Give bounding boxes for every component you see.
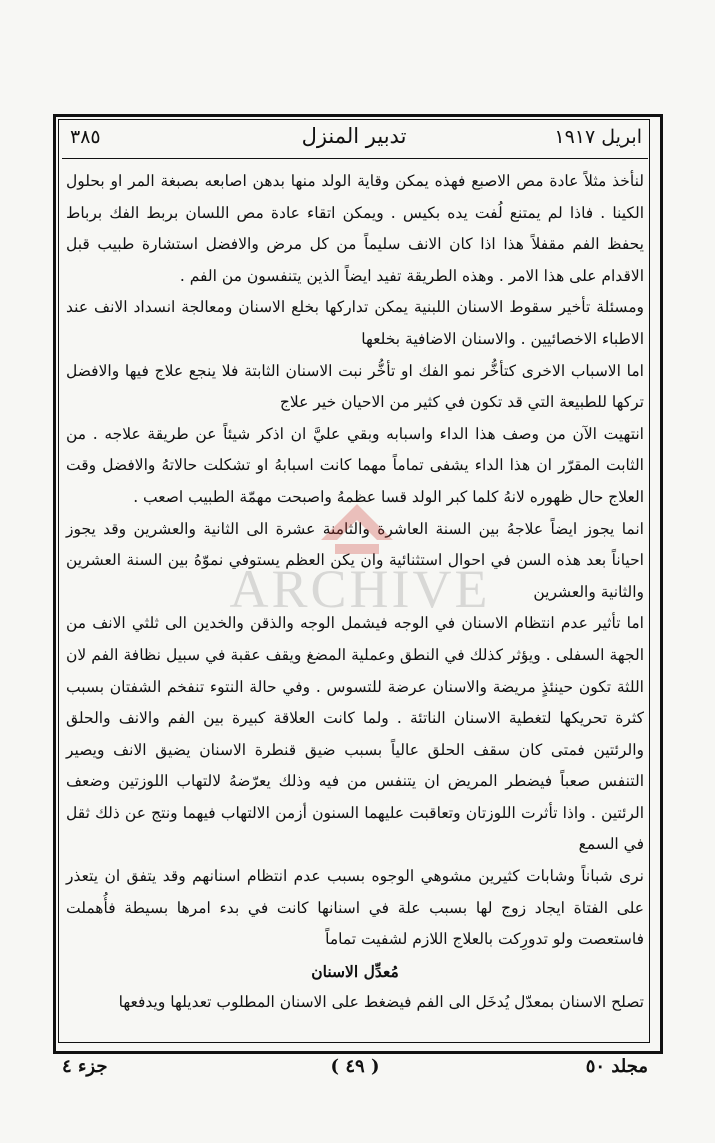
paragraph: ومسئلة تأخير سقوط الاسنان اللبنية يمكن تداركها بخلع الاسنان ومعالجة انسداد الانف عند الاطباء الاخصائيين . والاسنان الاضافية بخلعها [66, 298, 644, 348]
paragraph: لنأخذ مثلاً عادة مص الاصبع فهذه يمكن وقاية الولد منها بدهن اصابعه بصبغة المر او بحلول الكينا . فاذا لم يمتنع لُفت يده بكيس . ويمكن اتقاء عادة مص اللسان بربط الفك برباط يحفظ الفم مقفلاً هذا اذا كان الانف سليماً من كل مرض والافضل استشارة طبيب قبل الاقدام على هذا الامر . وهذه الطريقة تفيد ايضاً الذين يتنفسون من الفم . [66, 172, 644, 285]
header-rule [62, 158, 648, 159]
footer-issue-number: ( ٤٩ ) [330, 1056, 380, 1077]
paragraph: اما تأثير عدم انتظام الاسنان في الوجه فيشمل الوجه والذقن والخدين الى ثلثي الانف من الجهة السفلى . ويؤثر كذلك في النطق وعملية المضغ ويقف عقبة في سبيل نظافة الفم لان اللثة تكون حينئذٍ مريضة والاسنان عرضة للتسوس . وفي حالة النتوء تنفخم الشفتان بسبب كثرة تحريكها لتغطية الاسنان الناتئة . ولما كانت العلاقة كبيرة بين الفم والانف والحلق والرئتين فمتى كان سقف الحلق عالياً بسبب ضيق قنطرة الاسنان يضيق الانف ويصير التنفس صعباً فيضطر المريض ان يتنفس من فيه وذلك يعرّضهُ لالتهاب اللوزتين وضعف الرئتين . واذا تأثرت اللوزتان وتعاقبت عليهما السنون أزمن الالتهاب فيهما ونتج عن ذلك ثقل في السمع [66, 614, 644, 854]
watermark-text: ARCHIVE [229, 559, 491, 619]
running-header [66, 124, 642, 156]
footer-part: جزء ٤ [62, 1056, 108, 1077]
paragraph: انتهيت الآن من وصف هذا الداء واسبابه وبقي عليَّ ان اذكر شيئاً عن طريقة علاجه . من الثابت المقرّر ان هذا الداء يشفى تماماً مهما كانت اسبابهُ او تشكلت حالاتهُ والافضل وقت العلاج حال ظهوره لانهُ كلما كبر الولد قسا عظمهُ واصبحت مهمّة الطبيب اصعب . [66, 424, 644, 506]
paragraph: تصلح الاسنان بمعدّل يُدخَل الى الفم فيضغط على الاسنان المطلوب تعديلها ويدفعها [118, 993, 644, 1012]
section-heading: مُعدِّل الاسنان [311, 961, 399, 981]
paragraph: نرى شباناً وشابات كثيرين مشوهي الوجوه بسبب عدم انتظام اسنانهم وقد يتفق ان يتعذر على الفتاة ايجاد زوج لها بسبب علة في اسنانها كانت في بدء امرها بسيطة فأُهملت فاستعصت ولو تدورِكت بالعلاج اللازم لشفيت تماماً [66, 867, 644, 949]
page-footer [60, 1052, 650, 1092]
paragraph: اما الاسباب الاخرى كتأخُّر نمو الفك او تأخُّر نبت الاسنان الثابتة فلا ينجع علاج فيها والافضل تركها للطبيعة التي قد تكون في كثير من الاحيان خير علاج [66, 361, 644, 412]
page-number: ٣٨٥ [70, 126, 101, 148]
header-date: ابريل ١٩١٧ [554, 126, 642, 148]
footer-volume: مجلد ٥٠ [585, 1056, 648, 1077]
paragraph: انما يجوز ايضاً علاجهُ بين السنة العاشرة والثامنة عشرة الى الثانية والعشرين وقد يجوز احياناً بعد هذه السن في احوال استثنائية وان يكن العظم يستوفي نموّهُ بين السنة العشرين والثانية والعشرين [66, 519, 644, 601]
header-title: تدبير المنزل [301, 124, 407, 148]
article-body [66, 166, 644, 1036]
